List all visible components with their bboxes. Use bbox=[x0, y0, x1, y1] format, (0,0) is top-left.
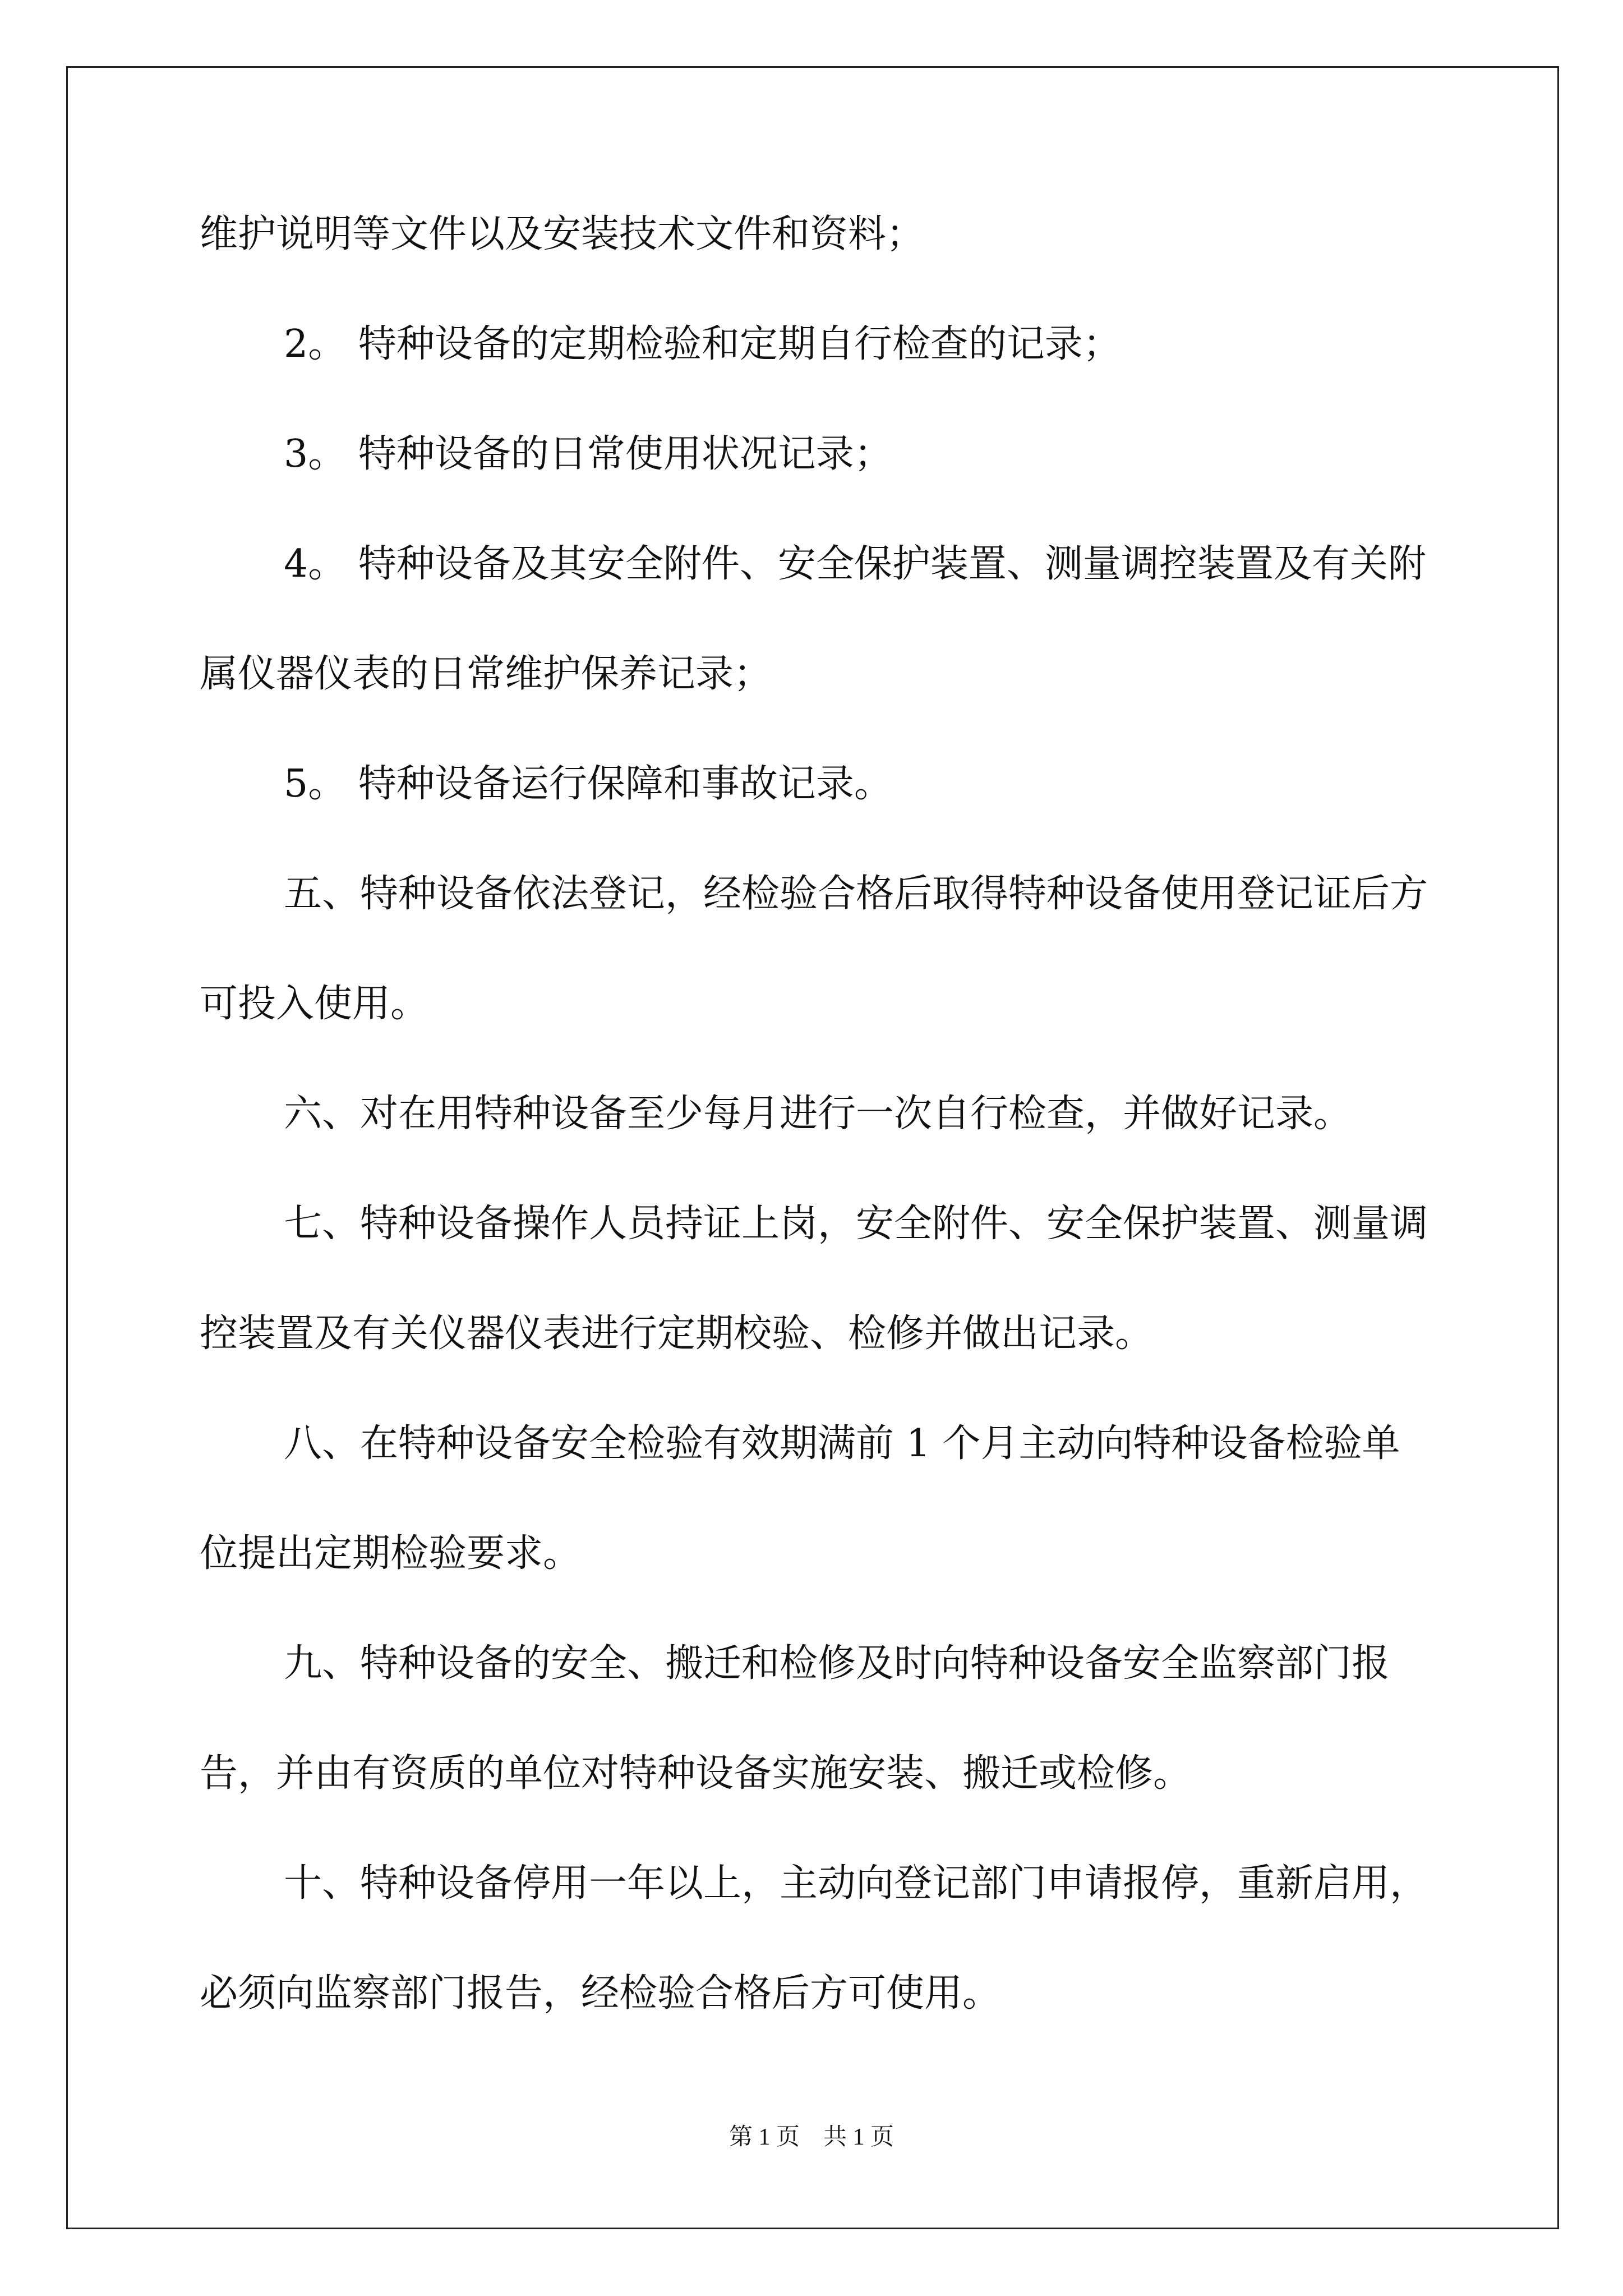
paragraph-section-8: 八、在特种设备安全检验有效期满前 1 个月主动向特种设备检验单位提出定期检验要求。 bbox=[200, 1421, 1400, 1576]
paragraph-item-5: 5。 特种设备运行保障和事故记录。 bbox=[284, 762, 892, 806]
paragraph-item-3: 3。 特种设备的日常使用状况记录； bbox=[284, 432, 892, 476]
paragraph-section-5: 五、特种设备依法登记，经检验合格后取得特种设备使用登记证后方可投入使用。 bbox=[200, 872, 1428, 1026]
paragraph-section-7: 七、特种设备操作人员持证上岗，安全附件、安全保护装置、测量调控装置及有关仪器仪表进行定期校验、检修并做出记录。 bbox=[200, 1202, 1428, 1356]
paragraph-section-10: 十、特种设备停用一年以上，主动向登记部门申请报停，重新启用，必须向监察部门报告，经检验合格后方可使用。 bbox=[200, 1861, 1428, 2016]
document-body bbox=[200, 180, 1428, 2049]
page-number-footer: 第 1 页 共 1 页 bbox=[728, 2124, 894, 2150]
paragraph-item-4: 4。 特种设备及其安全附件、安全保护装置、测量调控装置及有关附属仪器仪表的日常维护保养记录； bbox=[200, 542, 1426, 696]
paragraph-continuation: 维护说明等文件以及安装技术文件和资料； bbox=[200, 212, 925, 256]
paragraph-section-6: 六、对在用特种设备至少每月进行一次自行检查，并做好记录。 bbox=[284, 1092, 1352, 1136]
paragraph-item-2: 2。 特种设备的定期检验和定期自行检查的记录； bbox=[284, 322, 1121, 366]
paragraph-section-9: 九、特种设备的安全、搬迁和检修及时向特种设备安全监察部门报告，并由有资质的单位对特种设备实施安装、搬迁或检修。 bbox=[200, 1641, 1390, 1796]
